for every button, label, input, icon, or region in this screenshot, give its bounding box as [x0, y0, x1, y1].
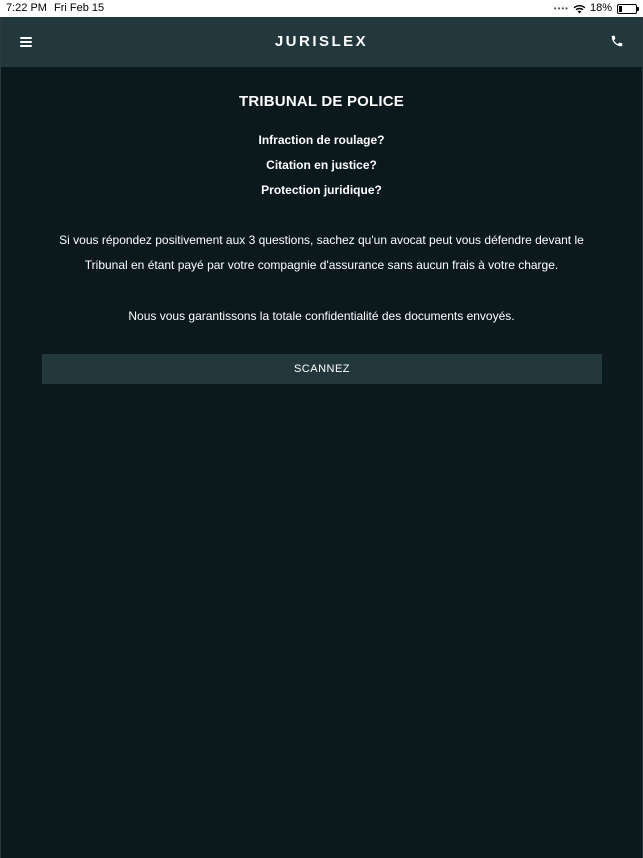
- status-right-group: [554, 0, 637, 17]
- app-title: JURISLEX: [274, 33, 369, 50]
- page-title: TRIBUNAL DE POLICE: [239, 93, 404, 110]
- status-bar: [0, 0, 643, 17]
- phone-icon[interactable]: [610, 34, 624, 48]
- battery-icon: [617, 4, 637, 14]
- confidentiality-paragraph: Nous vous garantissons la totale confidentialité des documents envoyés.: [128, 309, 515, 323]
- battery-percent: 18%: [589, 2, 612, 14]
- question-protection: Protection juridique?: [261, 183, 382, 197]
- app-screen: [0, 17, 643, 858]
- question-citation: Citation en justice?: [266, 158, 377, 172]
- question-infraction: Infraction de roulage?: [258, 133, 385, 147]
- top-navbar: [1, 17, 642, 67]
- wifi-icon: [573, 4, 586, 14]
- cellular-signal-icon: ••••: [553, 4, 569, 13]
- status-date: Fri Feb 15: [54, 2, 105, 14]
- status-time: 7:22 PM: [6, 2, 47, 14]
- scan-button[interactable]: SCANNEZ: [42, 354, 602, 384]
- info-paragraph: Si vous répondez positivement aux 3 questions, sachez qu'un avocat peut vous défendre devant le Tribunal en étant payé par votre compagnie d'assurance sans aucun frais à votre charge.: [59, 233, 584, 272]
- battery-fill: [619, 6, 622, 12]
